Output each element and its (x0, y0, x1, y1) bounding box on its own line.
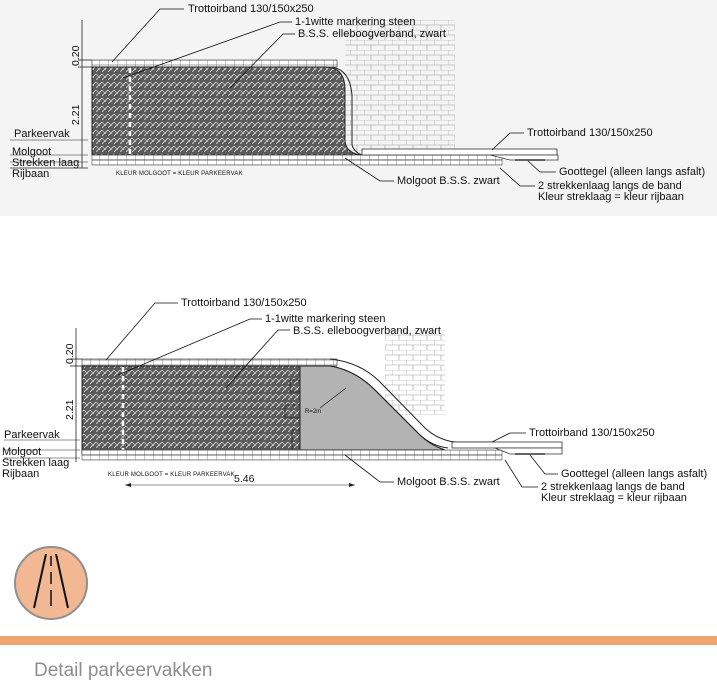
label-rijbaan: Rijbaan (12, 168, 50, 180)
road-icon (14, 546, 88, 620)
callout-strekkenlaag: 2 strekkenlaag langs de band (538, 180, 682, 192)
parking-paving (82, 366, 302, 454)
curb-row (92, 60, 337, 67)
bottom-diagram (0, 280, 717, 510)
callout-trottoirband-top: Trottoirband 130/150x250 (181, 297, 307, 309)
note-kleur-molgoot: KLEUR MOLGOOT = KLEUR PARKEERVAK (116, 171, 243, 177)
label-parkeervak: Parkeervak (4, 429, 60, 441)
dim-upper: 0.20 (70, 45, 82, 66)
dim-width: 5.46 (234, 473, 255, 485)
dim-upper: 0.20 (64, 343, 76, 364)
leader-strekkenlaag (500, 168, 535, 186)
callout-trottoirband-right: Trottoirband 130/150x250 (527, 127, 653, 139)
molgoot-row (82, 450, 502, 455)
callout-strekkenlaag: 2 strekkenlaag langs de band (541, 481, 685, 493)
footer-accent-bar (0, 636, 717, 645)
leader-trottoirband-top (112, 9, 184, 62)
callout-bss: B.S.S. elleboogverband, zwart (298, 28, 446, 40)
leader-strekkenlaag (505, 460, 538, 487)
label-molgoot: Molgoot (2, 446, 42, 458)
callout-kleur-streklaag: Kleur streklaag = kleur rijbaan (541, 492, 687, 504)
callout-molgoot: Molgoot B.S.S. zwart (397, 175, 500, 187)
leader-trottoirband-right (492, 133, 524, 150)
molgoot-row (92, 155, 502, 160)
leader-trottoirband-right (492, 433, 526, 442)
radius-label: R=2m (305, 409, 322, 415)
strekken-row (92, 160, 502, 165)
page-caption: Detail parkeervakken (34, 660, 213, 681)
label-rijbaan: Rijbaan (2, 468, 40, 480)
bottom-diagram-panel (0, 280, 717, 510)
callout-bss: B.S.S. elleboogverband, zwart (293, 325, 441, 337)
label-strekken-laag: Strekken laag (2, 457, 70, 469)
label-strekken-laag: Strekken laag (12, 157, 80, 169)
right-curb (362, 149, 557, 155)
callout-markering: 1-1witte markering steen (295, 16, 416, 28)
road-icon-graphic (16, 548, 86, 618)
top-diagram (0, 0, 717, 216)
callout-goottegel: Goottegel (alleen langs asfalt) (559, 166, 706, 178)
label-molgoot: Molgoot (12, 146, 52, 158)
right-curb (452, 442, 562, 448)
callout-goottegel: Goottegel (alleen langs asfalt) (561, 468, 708, 480)
callout-markering: 1-1witte markering steen (265, 313, 386, 325)
leader-goottegel (528, 161, 556, 172)
callout-trottoirband-top: Trottoirband 130/150x250 (188, 3, 314, 15)
note-kleur-molgoot: KLEUR MOLGOOT = KLEUR PARKEERVAK (108, 472, 235, 478)
callout-kleur-streklaag: Kleur streklaag = kleur rijbaan (538, 191, 684, 203)
strekken-row (82, 455, 502, 460)
curb-row (82, 359, 337, 366)
background-tiles (385, 330, 445, 415)
label-parkeervak: Parkeervak (14, 128, 70, 140)
top-diagram-panel (0, 0, 717, 216)
dim-lower: 2.21 (70, 104, 82, 125)
leader-goottegel (530, 455, 558, 474)
gutter-tile (495, 448, 562, 454)
callout-trottoirband-right: Trottoirband 130/150x250 (529, 427, 655, 439)
parking-paving (92, 67, 360, 155)
leader-trottoirband-top (106, 303, 178, 360)
callout-molgoot: Molgoot B.S.S. zwart (397, 476, 500, 488)
dim-lower: 2.21 (64, 399, 76, 420)
